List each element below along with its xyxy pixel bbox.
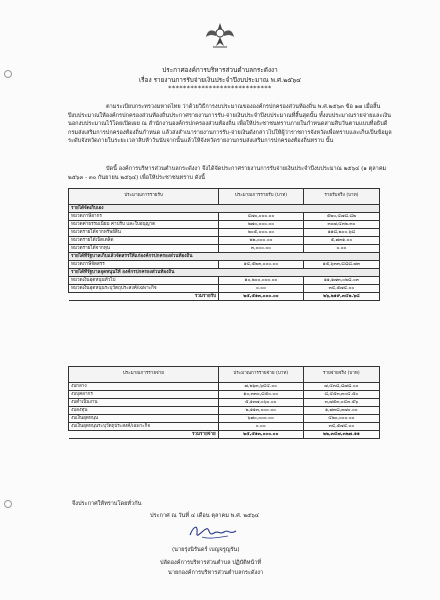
row-estimate: ๐.๐๐ (218, 423, 303, 431)
separator-stars: **************************** (168, 84, 272, 92)
row-name: งบเงินอุดหนุน (69, 415, 219, 423)
row-estimate: ๔๗๐,๐๐๐.๐๐ (219, 213, 304, 221)
row-actual: ๑,๗๓๘,๓๗๐.๐๐ (303, 407, 379, 415)
table-row (69, 383, 380, 391)
signer-position-1: ปลัดองค์การบริหารส่วนตำบล ปฏิบัติหน้าที่ (160, 560, 262, 566)
punch-hole-mark (4, 500, 12, 508)
paragraph-1-text: ตามระเบียบกระทรวงมหาดไทย ว่าด้วยวิธีการงบประมาณขององค์กรปกครองส่วนท้องถิ่น พ.ศ.๒๕๖๓ ข้อ ๑๗ เมื่อสิ้นปีงบประมาณให้องค์กรปกครองส่วนท้องถิ่นประกาศรายงานการรับ-จ่ายเงินประจำปีงบประมาณที่สิ้นสุดนั้น ทั้งงบประมาณรายจ่ายและเงินนอกงบประมาณไว้โดยเปิดเผย ณ สำนักงานองค์กรปกครองส่วนท้องถิ่น เพื่อให้ประชาชนทราบภายในกำหนดสามสิบวันตามแบบที่อธิบดีกรมส่งเสริมการปกครองท้องถิ่นกำหนด แล้วส่งสำเนารายงานการรับ-จ่ายเงินดังกล่าวไปให้ผู้ว่าราชการจังหวัดเพื่อทราบและเก็บเป็นข้อมูลระดับจังหวัดภายในระยะเวลาสิบห้าวันนับจากนั้นแล้วให้จังหวัดรายงานกรมส่งเสริมการปกครองท้องถิ่นทราบ นั้น (68, 104, 392, 145)
row-name: งบลงทุน (69, 407, 219, 415)
row-name: หมวดรายได้เบ็ดเตล็ด (69, 237, 219, 245)
table-row (69, 415, 380, 423)
expense-header-estimate: ประมาณการรายจ่าย (บาท) (218, 367, 303, 383)
row-name: งบบุคลากร (69, 391, 219, 399)
income-header-item: ประมาณการรายรับ (69, 189, 219, 205)
row-actual: ๔๒๐,๐๐๐.๐๐ (303, 415, 379, 423)
section-title: รายได้ที่รัฐบาลอุดหนุนให้ องค์กรปกครองส่วนท้องถิ่น (69, 269, 380, 277)
row-name: หมวดรายได้จากทุน (69, 245, 219, 253)
total-estimate: ๒๕,๕๑๓,๐๐๐.๐๐ (219, 293, 304, 301)
row-name: หมวดเงินอุดหนุนทั่วไป (69, 277, 219, 285)
income-header-actual: รายรับจริง (บาท) (303, 189, 379, 205)
table-row (69, 245, 380, 253)
row-estimate: ๐.๐๐ (219, 285, 304, 293)
org-announcement-title: ประกาศองค์การบริหารส่วนตำบลกระดังงา (162, 66, 278, 74)
announcement-closing: จึงประกาศให้ทราบโดยทั่วกัน (72, 501, 142, 507)
row-name: หมวดภาษีจัดสรร (69, 261, 219, 269)
row-estimate: ๓,๐๐๐.๐๐ (219, 245, 304, 253)
signer-name: (นายรุ่งนิรันดร์ เบญจรูญรัน) (172, 547, 240, 553)
paragraph-2-text: บัดนี้ องค์การบริหารส่วนตำบลกระดังงา จึงได้จัดประกาศรายงานการรับจ่ายเงินประจำปีงบประมาณ ๒๕๖๔ (๑ ตุลาคม ๒๕๖๓ - ๓๐ กันยายน ๒๕๖๔) เพื่อให้ประชาชนทราบ ดังนี้ (68, 166, 387, 181)
row-actual: ๓๔,๕๗๔.๐๐ (303, 285, 379, 293)
total-actual: ๒๒,๓๔๗,๓๒๗.๑๑ (303, 431, 379, 439)
row-name: งบเงินอุดหนุนระบุวัตถุประสงค์/เฉพาะกิจ (69, 423, 219, 431)
row-actual: ๐.๐๐ (303, 245, 379, 253)
announcement-date: ประกาศ ณ วันที่ ๔ เดือน ตุลาคม พ.ศ. ๒๕๖๔ (150, 513, 260, 519)
row-name: หมวดรายได้จากทรัพย์สิน (69, 229, 219, 237)
table-row (69, 407, 380, 415)
income-table (68, 188, 380, 301)
table-row (69, 221, 380, 229)
section-row (69, 269, 380, 277)
expense-header-item: ประมาณการรายจ่าย (69, 367, 219, 383)
table-row (69, 229, 380, 237)
row-name: หมวดภาษีอากร (69, 213, 219, 221)
row-estimate: ๑๐,๒๐๐,๐๐๐.๐๐ (219, 277, 304, 285)
row-estimate: ๖๗๐,๐๐๐.๐๐ (218, 415, 303, 423)
table-row (69, 277, 380, 285)
section-title: รายได้ที่รัฐบาลเก็บแล้วจัดสรรให้แก่องค์กรปกครองส่วนท้องถิ่น (69, 253, 380, 261)
row-estimate: ๒๗๐,๐๐๐.๐๐ (219, 221, 304, 229)
total-row (69, 293, 380, 301)
row-actual: ๕๒๐,๔๗๘.๘๒ (303, 213, 379, 221)
income-header-estimate: ประมาณการรายรับ (บาท) (219, 189, 304, 205)
row-actual: ๓,๗๕๓,๐๔๓.๕๖ (303, 399, 379, 407)
table-row (69, 391, 380, 399)
expense-header-actual: รายจ่ายจริง (บาท) (303, 367, 379, 383)
body-paragraph-2 (68, 165, 392, 182)
row-estimate: ๗,๒๖๓,๖๔๔.๐๐ (218, 383, 303, 391)
total-estimate: ๒๕,๕๑๓,๐๐๐.๐๐ (218, 431, 303, 439)
row-name: หมวดเงินอุดหนุนระบุวัตถุประสงค์/เฉพาะกิจ (69, 285, 219, 293)
table-row (69, 399, 380, 407)
row-actual: ๓๐๗,๔๓๒.๓๐ (303, 221, 379, 229)
total-row (69, 431, 380, 439)
body-paragraph-1 (68, 103, 392, 146)
section-row (69, 205, 380, 213)
row-name: หมวดค่าธรรมเนียม ค่าปรับ และใบอนุญาต (69, 221, 219, 229)
table-row (69, 423, 380, 431)
row-actual: ๑๕,๖๓๓,๘๘๘.๗๓ (303, 261, 379, 269)
row-actual: ๑๑๘,๒๐๐.๖๘ (303, 229, 379, 237)
total-label: รวมรายรับ (69, 293, 219, 301)
row-estimate: ๒,๑๑๓,๐๐๐.๐๐ (218, 407, 303, 415)
row-name: งบกลาง (69, 383, 219, 391)
expense-table (68, 366, 380, 439)
row-estimate: ๒๒,๐๐๐.๐๐ (219, 237, 304, 245)
section-title: รายได้จัดเก็บเอง (69, 205, 380, 213)
total-label: รวมรายจ่าย (69, 431, 219, 439)
table-row (69, 213, 380, 221)
row-actual: ๕,๗๓๑.๐๐ (303, 237, 379, 245)
handwritten-signature (184, 521, 244, 543)
total-actual: ๒๖,๒๑๙,๓๔๒.๖๘ (303, 293, 379, 301)
table-row (69, 285, 380, 293)
row-estimate: ๒๐๕,๐๐๐.๐๐ (219, 229, 304, 237)
row-estimate: ๑๐,๓๓๐,๘๕๐.๐๐ (218, 391, 303, 399)
table-row (69, 261, 380, 269)
row-actual: ๗,๔๓๘,๘๗๘.๐๐ (303, 383, 379, 391)
row-name: งบดำเนินงาน (69, 399, 219, 407)
row-actual: ๓๔,๕๗๔.๐๐ (303, 423, 379, 431)
subject-line: เรื่อง รายงานการรับจ่ายเงินประจำปีงบประมาณ พ.ศ.๒๕๖๔ (138, 76, 302, 84)
garuda-emblem-icon (204, 20, 236, 52)
signer-position-2: นายกองค์การบริหารส่วนตำบลกระดังงา (168, 570, 264, 576)
row-actual: ๑๑,๑๗๓,๐๒๘.๐๓ (303, 277, 379, 285)
section-row (69, 253, 380, 261)
row-estimate: ๕,๑๓๗,๐๖๐.๐๐ (218, 399, 303, 407)
row-actual: ๘,๔๕๓,๓๐๔.๕๐ (303, 391, 379, 399)
table-row (69, 237, 380, 245)
row-estimate: ๑๔,๕๒๓,๐๐๐.๐๐ (219, 261, 304, 269)
